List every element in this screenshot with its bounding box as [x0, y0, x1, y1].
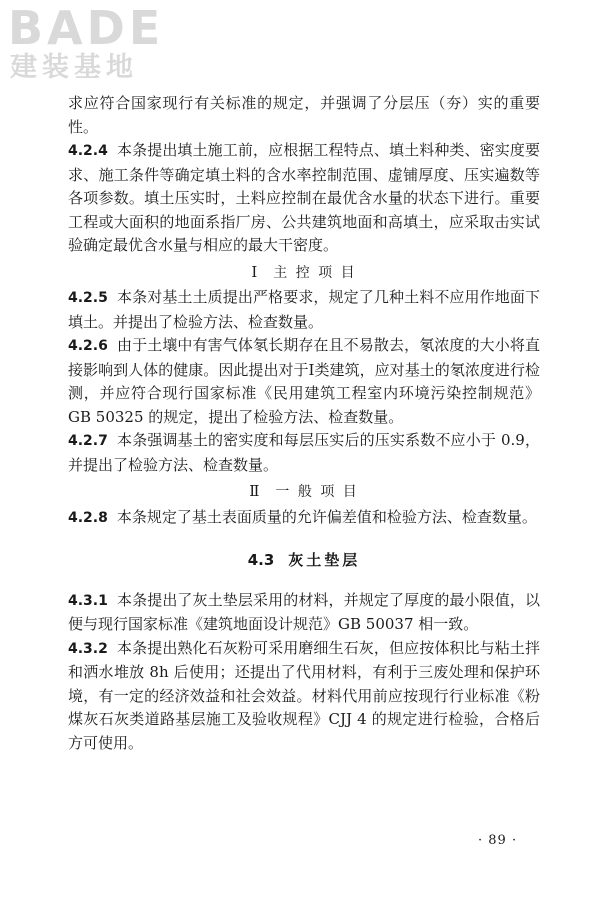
subheading-roman: Ⅰ	[251, 262, 260, 281]
clause-4-2-4	[68, 139, 540, 258]
subheading-general-items	[68, 480, 540, 505]
subheading-title: 主 控 项 目	[273, 264, 357, 281]
subheading-roman: Ⅱ	[249, 482, 262, 500]
page-body	[68, 92, 540, 755]
section-heading	[68, 549, 540, 573]
clause-4-3-1	[68, 589, 540, 637]
clause-4-2-7	[68, 429, 540, 477]
watermark-brand: BADE	[8, 1, 165, 55]
subheading-main-items	[68, 261, 540, 286]
clause-text: 本条提出熟化石灰粉可采用磨细生石灰，但应按体积比与粘土拌和洒水堆放 8h 后使用；还提出了代用材料，有利于三废处理和保护环境，有一定的经济效益和社会效益。材料代用前应按现行行业标准《粉煤灰石灰类道路基层施工及验收规程》CJJ 4 的规定进行检验，合格后方可使用。	[68, 638, 540, 752]
section-number: 4.3	[247, 551, 275, 569]
subheading-title: 一 般 项 目	[275, 484, 359, 500]
clause-text: 本条规定了基土表面质量的允许偏差值和检验方法、检查数量。	[116, 507, 537, 526]
watermark-subtitle: 建装基地	[10, 52, 138, 83]
clause-number: 4.2.7	[68, 433, 108, 449]
clause-4-2-5	[68, 286, 540, 334]
clause-number: 4.3.1	[68, 592, 108, 609]
clause-4-2-6	[68, 334, 540, 429]
page-number: · 89 ·	[478, 833, 518, 848]
clause-text: 本条对基土土质提出严格要求，规定了几种土料不应用作地面下填土。并提出了检验方法、检查数量。	[68, 288, 540, 331]
clause-4-2-8	[68, 506, 540, 531]
clause-number: 4.2.8	[68, 509, 108, 526]
clause-4-3-2	[68, 637, 540, 756]
clause-text: 本条提出填土施工前，应根据工程特点、填土料种类、密实度要求、施工条件等确定填土料的含水率控制范围、虚铺厚度、压实遍数等各项参数。填土压实时，土料应控制在最优含水量的状态下进行。重要工程或大面积的地面系指厂房、公共建筑地面和高填土，应采取击实试验确定最优含水量与相应的最大干密度。	[68, 141, 540, 254]
watermark-logo	[8, 1, 165, 84]
clause-number: 4.2.6	[68, 338, 108, 354]
clause-number: 4.3.2	[68, 640, 108, 657]
clause-text: 由于土壤中有害气体氡长期存在且不易散去，氡浓度的大小将直接影响到人体的健康。因此提出对于Ⅰ类建筑，应对基土的氡浓度进行检测，并应符合现行国家标准《民用建筑工程室内环境污染控制规范》GB 50325 的规定，提出了检验方法、检查数量。	[68, 336, 540, 426]
clause-text: 本条提出了灰土垫层采用的材料，并规定了厚度的最小限值，以便与现行国家标准《建筑地面设计规范》GB 50037 相一致。	[68, 590, 540, 633]
continuation-paragraph: 求应符合国家现行有关标准的规定，并强调了分层压（夯）实的重要性。	[68, 94, 540, 136]
section-title: 灰土垫层	[288, 551, 361, 569]
clause-number: 4.2.4	[68, 143, 108, 159]
clause-text: 本条强调基土的密实度和每层压实后的压实系数不应小于 0.9，并提出了检验方法、检查数量。	[68, 431, 540, 474]
clause-number: 4.2.5	[68, 290, 108, 306]
